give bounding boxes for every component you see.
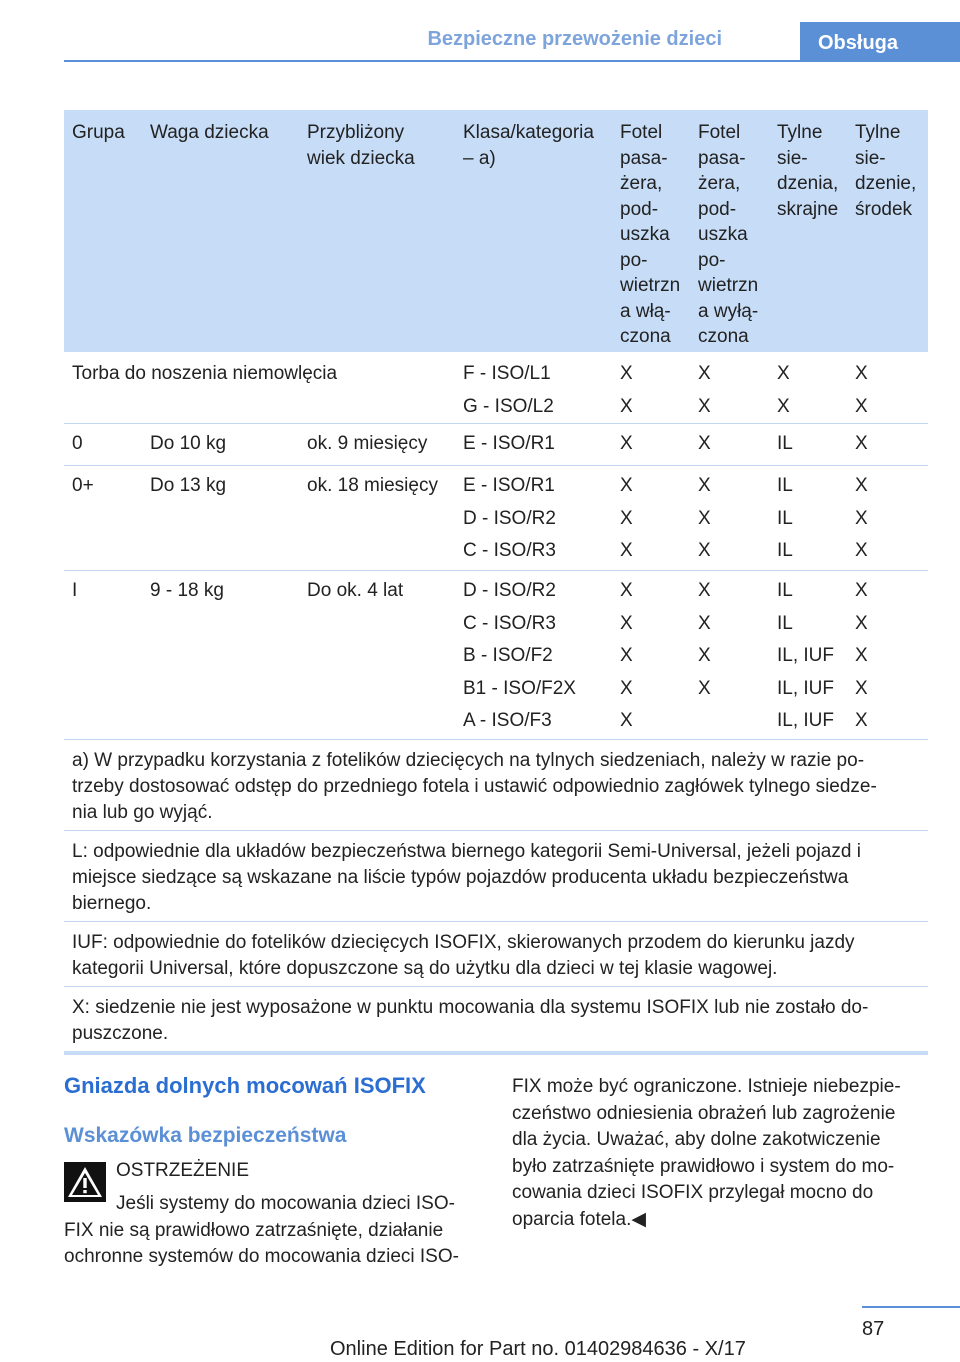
- cell-airbag-on: X X: [620, 363, 633, 417]
- cell-rear-center: X: [855, 433, 868, 454]
- cell-rear-center: X X: [855, 363, 868, 417]
- cell-rear-outer: X X: [777, 363, 790, 417]
- edition-note: Online Edition for Part no. 01402984636 - X/17: [330, 1338, 746, 1360]
- cell-class: F - ISO/L1 G - ISO/L2: [463, 363, 554, 417]
- table-footnote: IUF: odpowiednie do fotelików dziecięcych ISOFIX, skierowanych przodem do kierunku jazdy kategorii Universal, które dopuszczone są do użytku dla dzieci w tej klasie wagowej.: [64, 921, 928, 986]
- th-front-airbag-off: Fotel pasa- żera, pod- uszka po- wietrzn a wyłą- czona: [698, 122, 759, 347]
- cell-airbag-on: X: [620, 433, 633, 454]
- th-class: Klasa/kategoria – a): [463, 122, 594, 169]
- header-section-title: Bezpieczne przewożenie dzieci: [427, 28, 722, 50]
- footer-rule: [862, 1306, 960, 1308]
- cell-airbag-on: X X X: [620, 475, 633, 561]
- warning-text-left: Jeśli systemy do mocowania dzieci ISO- FIX nie są prawidłowo zatrzaśnięte, działanie ochronne systemów do mocowania dzieci ISO-: [64, 1193, 459, 1267]
- cell-airbag-off: X X X: [698, 475, 711, 561]
- cell-rear-outer: IL IL IL, IUF IL, IUF IL, IUF: [777, 580, 835, 731]
- cell-class: E - ISO/R1 D - ISO/R2 C - ISO/R3: [463, 475, 556, 561]
- cell-group: 0: [72, 433, 83, 454]
- cell-age: ok. 9 miesięcy: [307, 433, 428, 454]
- page-header: [64, 0, 960, 60]
- page-number: 87: [862, 1318, 885, 1340]
- section-heading: Gniazda dolnych mocowań ISOFIX: [64, 1073, 426, 1098]
- cell-class: D - ISO/R2 C - ISO/R3 B - ISO/F2 B1 - ISO/F2X A - ISO/F3: [463, 580, 576, 731]
- cell-weight: Do 10 kg: [150, 433, 227, 454]
- cell-rear-center: X X X X X: [855, 580, 868, 731]
- th-front-airbag-on: Fotel pasa- żera, pod- uszka po- wietrzn a włą- czona: [620, 122, 681, 347]
- cell-airbag-off: X: [698, 433, 711, 454]
- cell-weight: Do 13 kg: [150, 475, 227, 496]
- table-footnote: L: odpowiednie dla układów bezpieczeństwa biernego kategorii Semi-Universal, jeżeli pojazd i miejsce siedzące są wskazane na liście typów pojazdów producenta układu bezpieczeństwa biernego.: [64, 830, 928, 921]
- table-row: [64, 352, 928, 423]
- table-bottom-rule: [64, 1051, 928, 1055]
- th-rear-outer: Tylne sie- dzenia, skrajne: [777, 122, 839, 220]
- cell-airbag-off: X X X X: [698, 580, 711, 699]
- cell-airbag-on: X X X X X: [620, 580, 633, 731]
- warning-text-right: FIX może być ograniczone. Istnieje niebezpie- czeństwo odniesienia obrażeń lub zagrożenie dla życia. Uważać, aby dolne zakotwiczenie było zatrzaśnięte prawidłowo i system do mo- cowania dzieci ISOFIX przylegał mocno do oparcia fotela.◀: [512, 1076, 901, 1230]
- table-row: [64, 465, 928, 570]
- cell-rear-outer: IL: [777, 433, 793, 454]
- cell-age: ok. 18 miesięcy: [307, 475, 438, 496]
- cell-age: Torba do noszenia niemowlęcia: [72, 363, 338, 384]
- table-footnote: X: siedzenie nie jest wyposażone w punktu mocowania dla systemu ISOFIX lub nie zostało do- puszczone.: [64, 986, 928, 1051]
- header-chapter-tab: Obsługa: [800, 22, 960, 62]
- th-age: Przybliżony wiek dziecka: [307, 122, 415, 169]
- th-rear-center: Tylne sie- dzenie, środek: [855, 122, 917, 220]
- table-header: [64, 110, 928, 352]
- th-weight: Waga dziecka: [150, 122, 269, 143]
- table-row: [64, 423, 928, 465]
- cell-rear-center: X X X: [855, 475, 868, 561]
- section-subheading: Wskazówka bezpieczeństwa: [64, 1124, 347, 1147]
- cell-class: E - ISO/R1: [463, 433, 555, 454]
- th-group: Grupa: [72, 122, 125, 143]
- cell-rear-outer: IL IL IL: [777, 475, 793, 561]
- child-seat-table: [64, 110, 928, 1055]
- cell-group: 0+: [72, 475, 94, 496]
- cell-age: Do ok. 4 lat: [307, 580, 404, 601]
- table-row: [64, 570, 928, 739]
- warning-label: OSTRZEŻENIE: [116, 1160, 250, 1181]
- cell-weight: 9 - 18 kg: [150, 580, 224, 601]
- cell-airbag-off: X X: [698, 363, 711, 417]
- table-footnote: a) W przypadku korzystania z fotelików dziecięcych na tylnych siedzeniach, należy w razie po- trzeby dostosować odstęp do przedniego fotela i ustawić odpowiednio zagłówek tylnego siedze- nia lub go wyjąć.: [64, 739, 928, 830]
- header-rule: [64, 60, 960, 62]
- cell-group: I: [72, 580, 78, 601]
